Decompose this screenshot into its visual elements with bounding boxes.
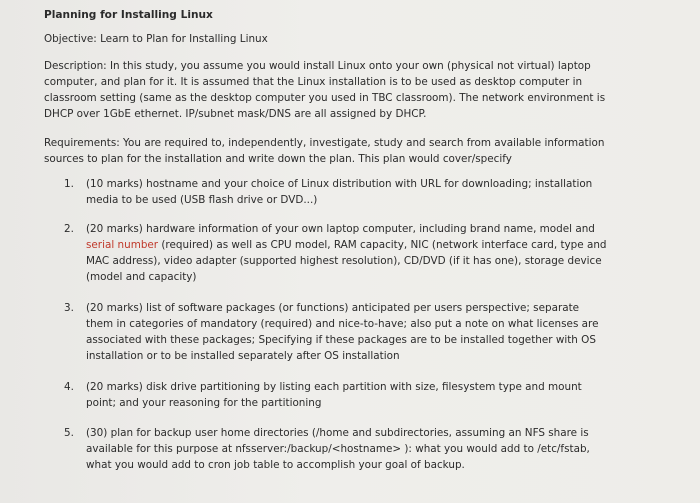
item-text: (20 marks) list of software packages (or functions) anticipated per users perspective; separate them in categories of mandatory (required) and nice-to-have; also put a note on what licenses are associated with these packages; Specifying if these packages are to be installed together with OS installation or to be installed separately after OS installation — [86, 302, 599, 362]
item-number: 5. — [64, 427, 74, 439]
item-text: (20 marks) disk drive partitioning by listing each partition with size, filesystem type and mount point; and your reasoning for the partitioning — [86, 381, 582, 409]
item-number: 3. — [64, 302, 74, 314]
description-paragraph: Description: In this study, you assume you would install Linux onto your own (physical not virtual) laptop computer, and plan for it. It is assumed that the Linux installation is to be used as desktop computer in classroom setting (same as the desktop computer you used in TBC classroom). The network environment is DHCP over 1GbE ethernet. IP/subnet mask/DNS are all assigned by DHCP. — [44, 60, 606, 120]
objective-line: Objective: Learn to Plan for Installing Linux — [44, 33, 268, 45]
item-text-part: (20 marks) hardware information of your own laptop computer, including brand name, model and — [86, 223, 595, 235]
serial-number-highlight: serial number — [86, 239, 159, 251]
item-text — [86, 221, 607, 285]
item-number: 2. — [64, 223, 74, 235]
requirements-paragraph: Requirements: You are required to, independently, investigate, study and search from available information sources to plan for the installation and write down the plan. This plan would cover/specify — [44, 137, 605, 165]
item-number: 1. — [64, 178, 74, 190]
document-title: Planning for Installing Linux — [44, 9, 213, 21]
item-text-part: (required) as well as CPU model, RAM capacity, NIC (network interface card, type and MAC address), video adapter (supported highest resolution), CD/DVD (if it has one), storage device (model and capacity) — [86, 239, 607, 283]
item-text: (10 marks) hostname and your choice of Linux distribution with URL for downloading; installation media to be used (USB flash drive or DVD...) — [86, 178, 593, 206]
item-number: 4. — [64, 381, 74, 393]
item-text: (30) plan for backup user home directories (/home and subdirectories, assuming an NFS share is available for this purpose at nfsserver:/backup/<hostname> ): what you would add to /etc/fstab, what you would add to cron job table to accomplish your goal of backup. — [86, 427, 590, 471]
